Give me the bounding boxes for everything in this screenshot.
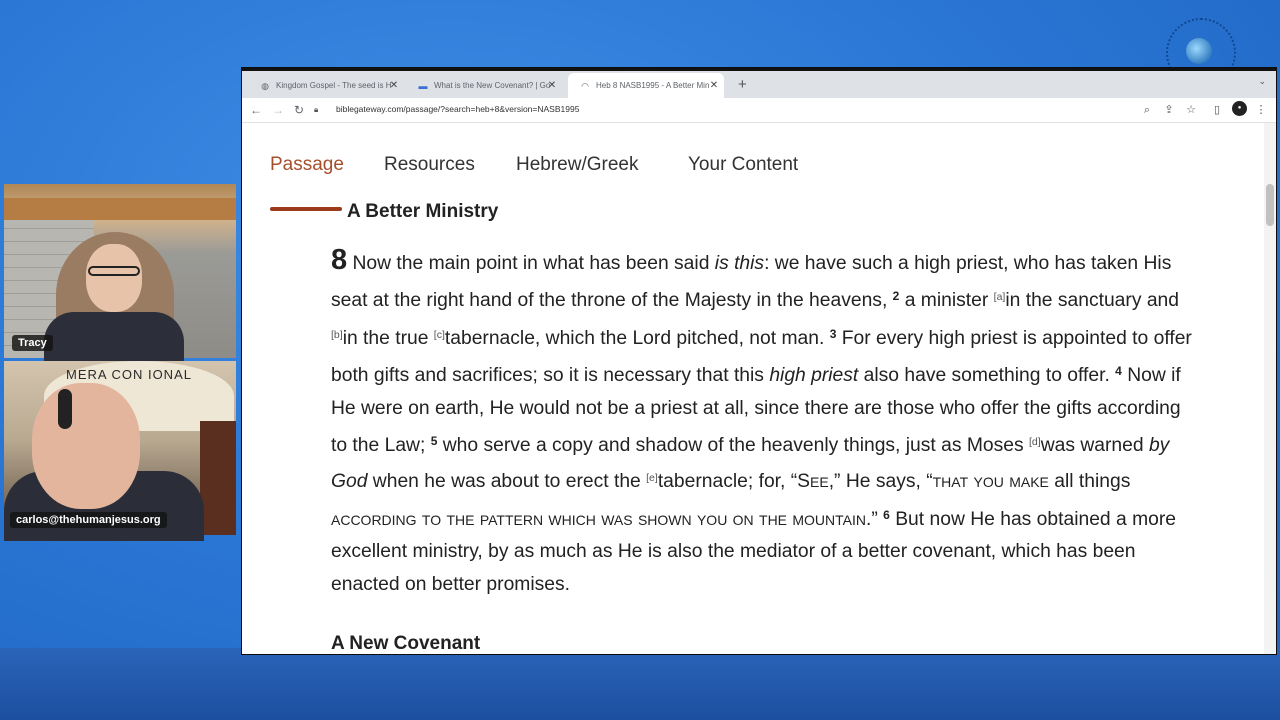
footnote-link[interactable]: [c] bbox=[433, 328, 445, 341]
tab-resources[interactable]: Resources bbox=[384, 154, 475, 175]
bookshelf bbox=[200, 421, 236, 535]
lock-icon: 🔒︎ bbox=[314, 105, 319, 114]
tab-kingdom-gospel[interactable] bbox=[248, 73, 404, 98]
footnote-link[interactable]: [d] bbox=[1029, 436, 1041, 449]
verse-number: 2 bbox=[892, 289, 900, 304]
headset bbox=[58, 389, 72, 429]
tab-new-covenant[interactable] bbox=[406, 73, 562, 98]
zoom-icon[interactable]: ⌕ bbox=[1143, 104, 1151, 116]
tab-your-content[interactable]: Your Content bbox=[688, 154, 799, 175]
participant-name-label: Tracy bbox=[12, 335, 53, 351]
section-heading: A Better Ministry bbox=[347, 201, 499, 222]
background-band bbox=[0, 648, 1280, 720]
tab-title: What is the New Covenant? | Go bbox=[434, 81, 551, 90]
back-icon[interactable]: ← bbox=[250, 103, 262, 117]
profile-avatar[interactable]: ● bbox=[1232, 101, 1247, 116]
verse-number: 6 bbox=[883, 507, 890, 522]
footnote-link[interactable]: [a] bbox=[993, 291, 1006, 304]
close-icon[interactable]: ✕ bbox=[547, 80, 557, 91]
tab-heb-8[interactable] bbox=[568, 73, 724, 98]
active-tab-underline bbox=[270, 207, 342, 211]
browser-toolbar bbox=[242, 98, 1276, 123]
bookmark-star-icon[interactable]: ☆ bbox=[1186, 104, 1196, 116]
forward-icon[interactable]: → bbox=[272, 103, 284, 117]
new-tab-button[interactable]: + bbox=[738, 76, 747, 93]
tab-title: Heb 8 NASB1995 - A Better Min bbox=[596, 81, 710, 90]
scrollbar-thumb[interactable] bbox=[1266, 184, 1274, 226]
webcam-carlos bbox=[4, 361, 236, 535]
verse-number: 4 bbox=[1115, 364, 1122, 379]
person-shirt bbox=[44, 312, 184, 362]
webcam-tracy bbox=[4, 184, 236, 358]
footnote-link[interactable]: [b] bbox=[331, 328, 343, 341]
footnote-link[interactable]: [e] bbox=[646, 472, 658, 485]
biblegateway-icon: ◠ bbox=[581, 81, 589, 91]
passage-text: 8 Now the main point in what has been said is this: we have such a high priest, who has taken His seat at the right hand of the throne of the Majesty in the heavens, $^2$ a minister [a]in the sanctuary and [b]in the true [c]tabernacle, which the Lord pitched, not man. $^3$ For every high priest is appointed to offer both gifts and sacrifices; so it is necessary that this high priest also have something to offer. $^4$ Now if He were on earth, He would not be a priest at all, since there are those who offer the gifts according to the Law; $^5$ who serve a copy and shadow of the heavenly things, just as Moses [d]was warned by God when he was about to erect the [e]tabernacle; for, “See,” He says, “that you make all things according to the pattern which was shown you on the mountain.” $^6$ But now He has obtained a more excellent ministry, by as much as He is also the mediator of a better covenant, which has been enacted on better promises. bbox=[331, 244, 1192, 595]
tab-strip bbox=[242, 71, 1276, 98]
section-heading-new-covenant: A New Covenant bbox=[331, 633, 481, 654]
chapter-number: 8 bbox=[331, 244, 348, 276]
person-face bbox=[32, 383, 140, 509]
tab-hebrew-greek[interactable]: Hebrew/Greek bbox=[516, 154, 639, 175]
tab-search-icon[interactable]: ⌄ bbox=[1258, 76, 1266, 86]
address-bar[interactable] bbox=[314, 100, 1206, 119]
tab-passage[interactable]: Passage bbox=[270, 154, 344, 175]
sidebar-icon[interactable]: ▯ bbox=[1213, 104, 1221, 116]
slides-icon: ▬ bbox=[418, 81, 428, 91]
mantel bbox=[4, 198, 236, 220]
glasses bbox=[88, 266, 140, 276]
menu-icon[interactable]: ⋮ bbox=[1255, 104, 1267, 116]
tab-title: Kingdom Gospel - The seed is H bbox=[276, 81, 392, 90]
person-face bbox=[86, 244, 142, 312]
globe-icon: ◍ bbox=[261, 81, 269, 91]
close-icon[interactable]: ✕ bbox=[709, 80, 719, 91]
share-icon[interactable]: ⇪ bbox=[1164, 104, 1174, 116]
verse-number: 3 bbox=[829, 326, 837, 341]
browser-window bbox=[242, 68, 1276, 654]
participant-name-label: carlos@thehumanjesus.org bbox=[10, 512, 167, 528]
web-page bbox=[242, 123, 1276, 654]
verse-number: 5 bbox=[430, 434, 438, 449]
globe-icon bbox=[1186, 38, 1212, 64]
wall-sign-text: MERA CON IONAL bbox=[66, 367, 192, 382]
close-icon[interactable]: ✕ bbox=[389, 80, 399, 91]
reload-icon[interactable]: ↻ bbox=[293, 103, 305, 117]
url-text: biblegateway.com/passage/?search=heb+8&version=NASB1995 bbox=[336, 104, 580, 114]
